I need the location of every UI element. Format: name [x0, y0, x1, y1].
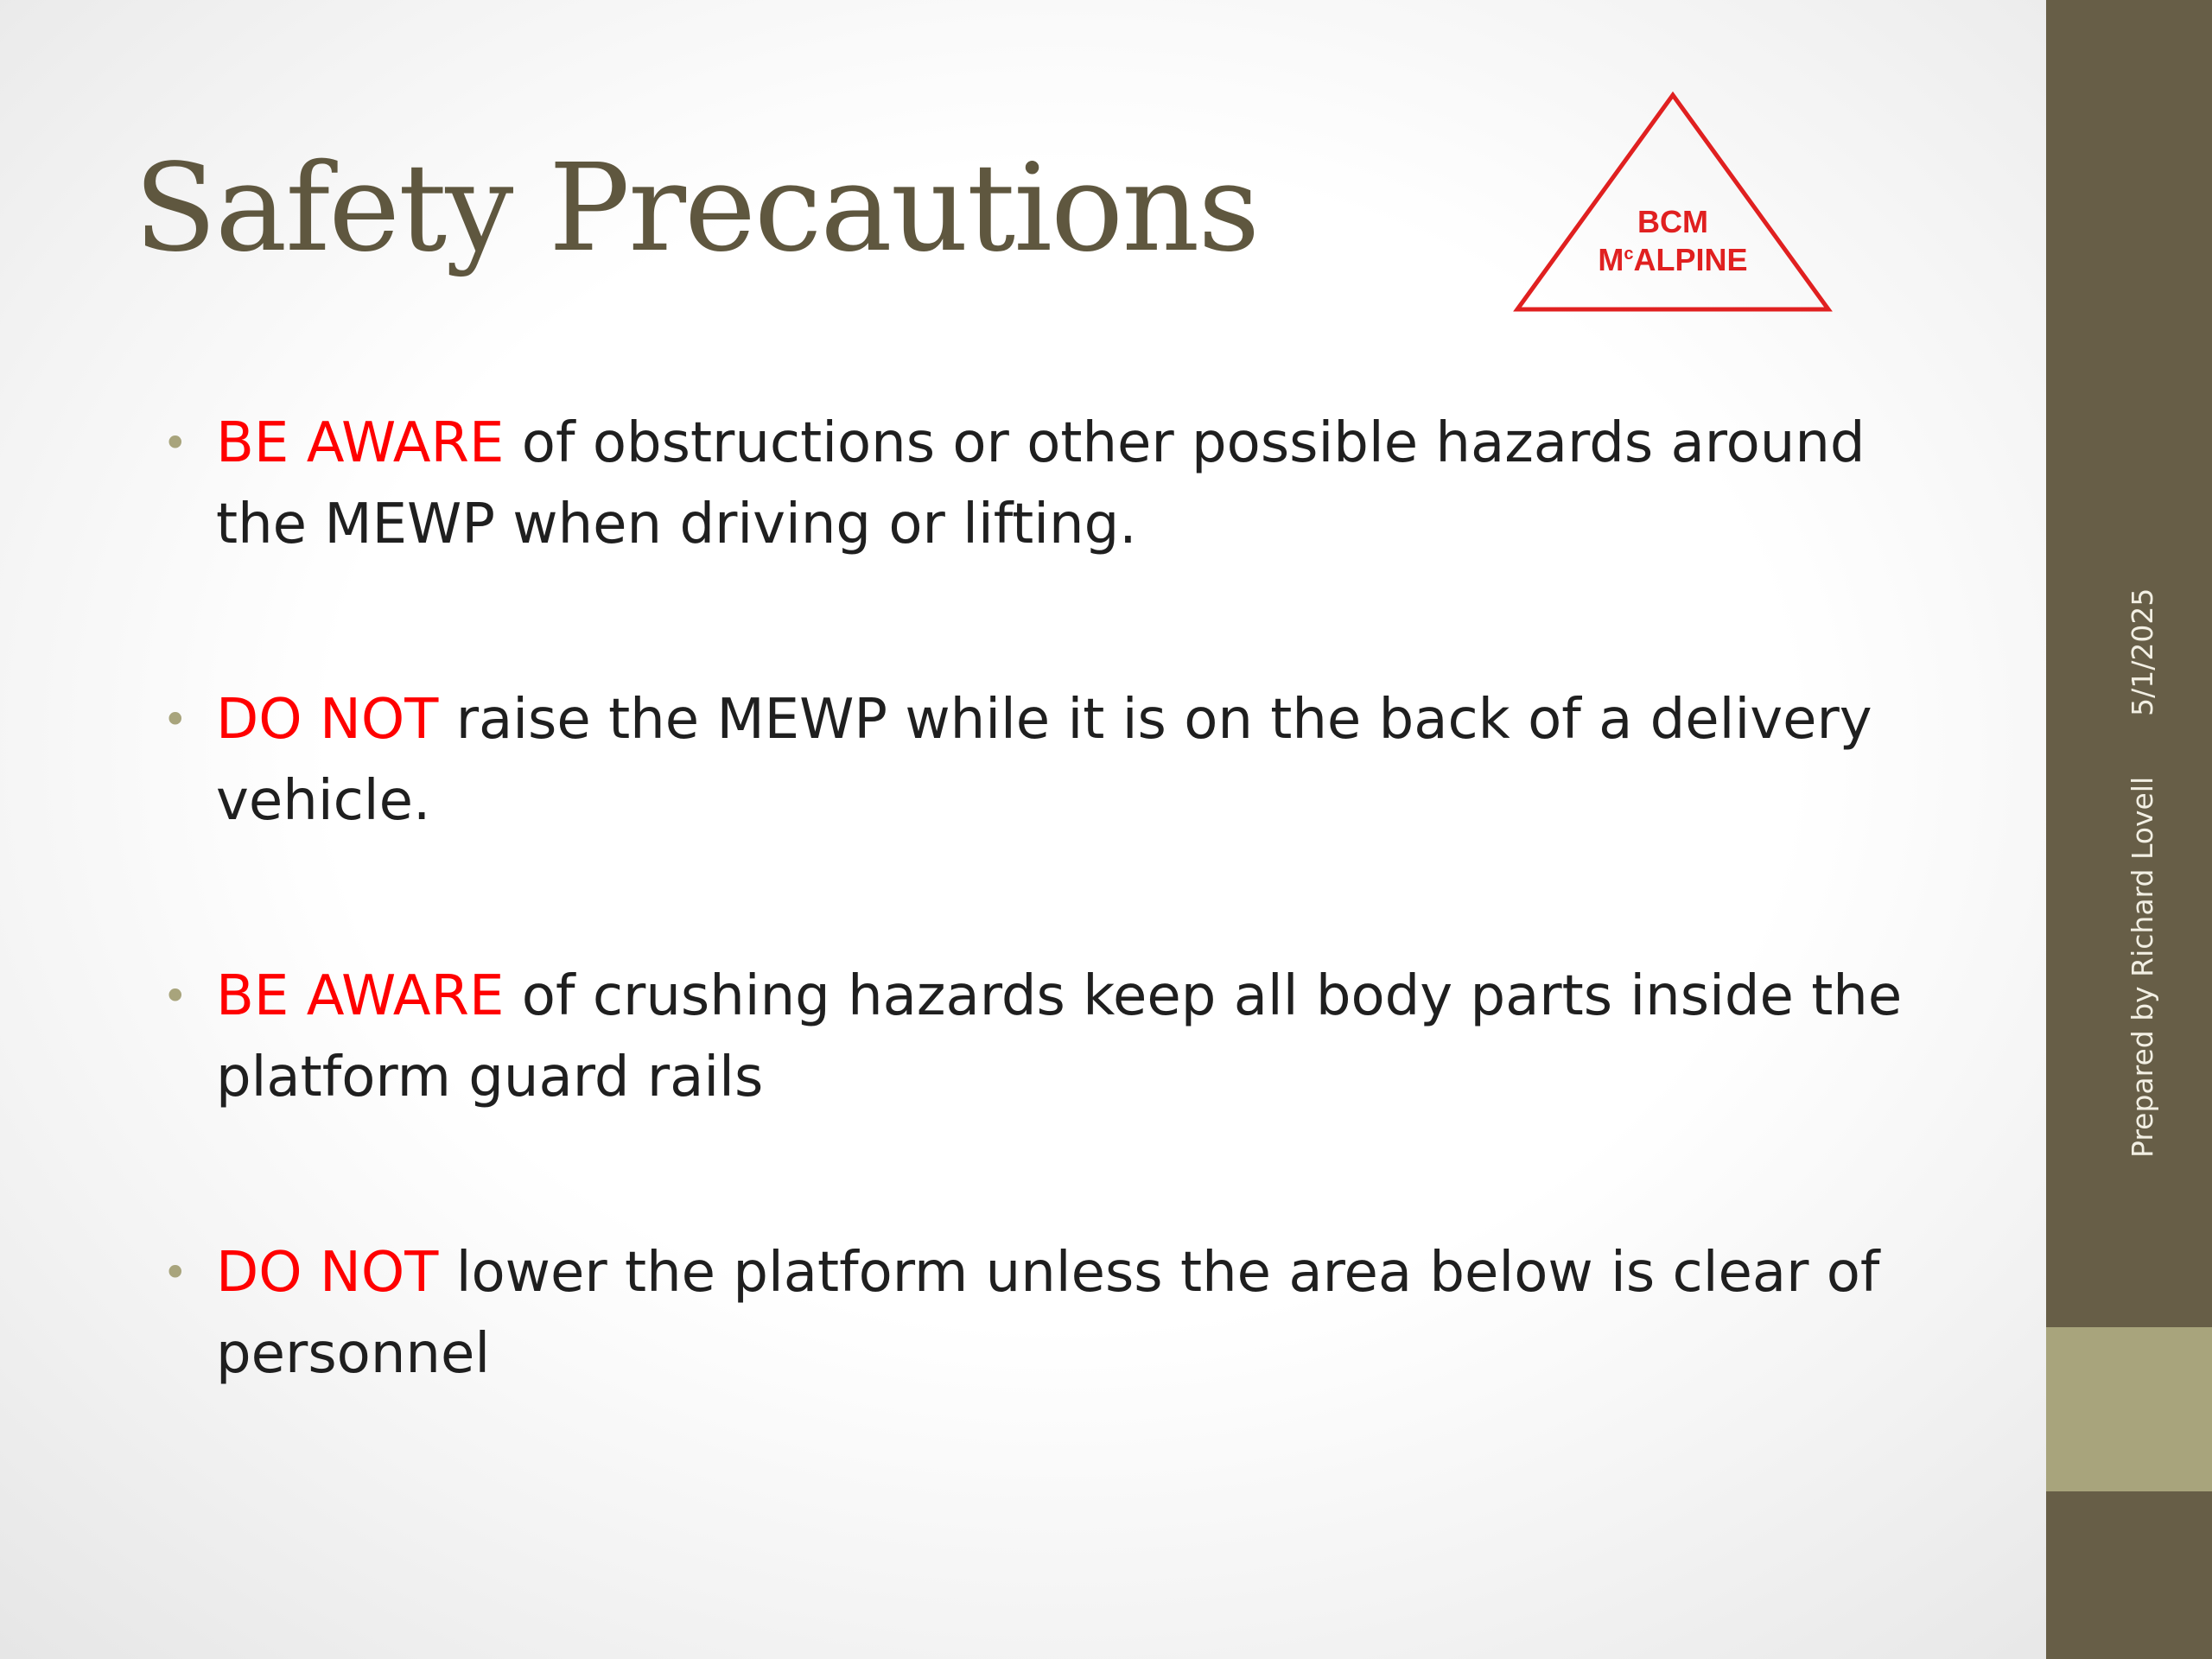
- list-item: [156, 679, 1910, 842]
- bullet-highlight: BE AWARE: [216, 964, 505, 1028]
- bullet-list: [156, 403, 1910, 1509]
- bullet-highlight: DO NOT: [216, 688, 439, 752]
- bullet-icon: •: [162, 1248, 188, 1298]
- bullet-icon: •: [162, 418, 188, 468]
- bullet-text: lower the platform unless the area below is clear of personnel: [216, 1241, 1880, 1386]
- bullet-text: of crushing hazards keep all body parts inside the platform guard rails: [216, 964, 1903, 1109]
- logo-text-line2: $M^cALPINE$: [1598, 242, 1748, 277]
- bullet-highlight: BE AWARE: [216, 411, 505, 475]
- bullet-icon: •: [162, 971, 188, 1021]
- footer-author: Prepared by Richard Lovell: [2126, 776, 2159, 1158]
- list-item: [156, 403, 1910, 565]
- sidebar-accent-block: [2046, 1327, 2212, 1491]
- slide-title: Safety Precautions: [134, 138, 1259, 279]
- bullet-text: raise the MEWP while it is on the back of a delivery vehicle.: [216, 688, 1872, 833]
- bullet-text: of obstructions or other possible hazards around the MEWP when driving or lifting.: [216, 411, 1866, 556]
- company-logo: [1510, 86, 1835, 318]
- slide-footer: [2126, 588, 2159, 1158]
- warning-triangle-icon: [1510, 86, 1835, 318]
- footer-date: 5/1/2025: [2126, 588, 2159, 716]
- list-item: [156, 1232, 1910, 1395]
- bullet-highlight: DO NOT: [216, 1241, 439, 1305]
- list-item: [156, 956, 1910, 1118]
- logo-text-line1: BCM: [1637, 204, 1708, 239]
- bullet-icon: •: [162, 695, 188, 745]
